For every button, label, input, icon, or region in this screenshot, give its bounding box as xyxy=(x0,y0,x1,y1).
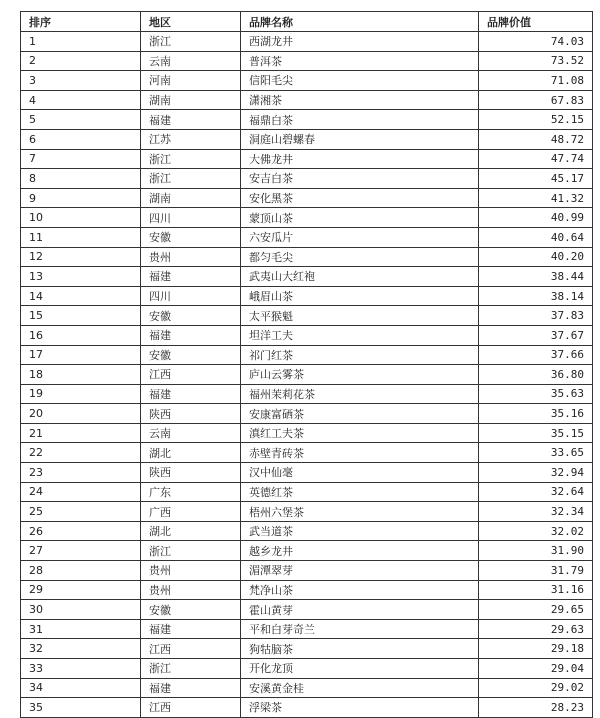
cell-rank: 7 xyxy=(21,149,141,169)
table-row xyxy=(21,659,593,679)
cell-region: 福建 xyxy=(141,110,241,130)
cell-brand-name: 越乡龙井 xyxy=(241,541,479,561)
table-row xyxy=(21,423,593,443)
cell-region: 浙江 xyxy=(141,149,241,169)
cell-brand-name: 浮梁茶 xyxy=(241,698,479,718)
cell-rank: 29 xyxy=(21,580,141,600)
table-row xyxy=(21,149,593,169)
cell-region: 贵州 xyxy=(141,580,241,600)
cell-brand-value: 32.34 xyxy=(479,502,593,522)
cell-rank: 13 xyxy=(21,267,141,287)
cell-rank: 28 xyxy=(21,561,141,581)
table-row xyxy=(21,188,593,208)
cell-brand-value: 32.02 xyxy=(479,521,593,541)
cell-region: 浙江 xyxy=(141,169,241,189)
cell-region: 云南 xyxy=(141,51,241,71)
table-row xyxy=(21,521,593,541)
cell-region: 福建 xyxy=(141,267,241,287)
cell-region: 陕西 xyxy=(141,463,241,483)
cell-brand-name: 平和白芽奇兰 xyxy=(241,619,479,639)
cell-rank: 34 xyxy=(21,678,141,698)
table-row xyxy=(21,32,593,52)
cell-rank: 27 xyxy=(21,541,141,561)
cell-rank: 10 xyxy=(21,208,141,228)
table-row xyxy=(21,365,593,385)
cell-brand-name: 太平猴魁 xyxy=(241,306,479,326)
table-row xyxy=(21,580,593,600)
cell-rank: 12 xyxy=(21,247,141,267)
header-brand-name: 品牌名称 xyxy=(241,12,479,32)
cell-rank: 21 xyxy=(21,423,141,443)
cell-brand-name: 安化黑茶 xyxy=(241,188,479,208)
cell-rank: 3 xyxy=(21,71,141,91)
cell-brand-value: 41.32 xyxy=(479,188,593,208)
cell-brand-name: 梵净山茶 xyxy=(241,580,479,600)
cell-brand-value: 47.74 xyxy=(479,149,593,169)
cell-brand-name: 武当道茶 xyxy=(241,521,479,541)
cell-brand-value: 35.16 xyxy=(479,404,593,424)
table-row xyxy=(21,51,593,71)
cell-rank: 17 xyxy=(21,345,141,365)
cell-rank: 5 xyxy=(21,110,141,130)
cell-rank: 32 xyxy=(21,639,141,659)
cell-brand-name: 潇湘茶 xyxy=(241,90,479,110)
table-row xyxy=(21,619,593,639)
cell-brand-name: 英德红茶 xyxy=(241,482,479,502)
header-region: 地区 xyxy=(141,12,241,32)
cell-rank: 22 xyxy=(21,443,141,463)
cell-brand-name: 大佛龙井 xyxy=(241,149,479,169)
cell-brand-name: 湄潭翠芽 xyxy=(241,561,479,581)
cell-brand-value: 52.15 xyxy=(479,110,593,130)
cell-brand-value: 40.64 xyxy=(479,227,593,247)
cell-region: 浙江 xyxy=(141,541,241,561)
table-row xyxy=(21,561,593,581)
cell-brand-value: 71.08 xyxy=(479,71,593,91)
cell-region: 福建 xyxy=(141,384,241,404)
cell-rank: 33 xyxy=(21,659,141,679)
cell-rank: 20 xyxy=(21,404,141,424)
header-brand-value: 品牌价值 xyxy=(479,12,593,32)
cell-brand-value: 40.99 xyxy=(479,208,593,228)
table-row xyxy=(21,443,593,463)
cell-brand-name: 安康富硒茶 xyxy=(241,404,479,424)
cell-rank: 14 xyxy=(21,286,141,306)
cell-region: 广西 xyxy=(141,502,241,522)
cell-region: 贵州 xyxy=(141,247,241,267)
table-row xyxy=(21,345,593,365)
cell-brand-value: 73.52 xyxy=(479,51,593,71)
table-row xyxy=(21,600,593,620)
cell-brand-value: 74.03 xyxy=(479,32,593,52)
cell-region: 安徽 xyxy=(141,345,241,365)
cell-rank: 1 xyxy=(21,32,141,52)
cell-brand-value: 38.44 xyxy=(479,267,593,287)
cell-rank: 19 xyxy=(21,384,141,404)
cell-rank: 25 xyxy=(21,502,141,522)
cell-brand-value: 35.63 xyxy=(479,384,593,404)
cell-brand-name: 赤壁青砖茶 xyxy=(241,443,479,463)
table-row xyxy=(21,463,593,483)
cell-brand-value: 29.18 xyxy=(479,639,593,659)
cell-brand-value: 37.83 xyxy=(479,306,593,326)
cell-region: 江西 xyxy=(141,639,241,659)
cell-rank: 6 xyxy=(21,129,141,149)
cell-region: 湖北 xyxy=(141,521,241,541)
table-row xyxy=(21,482,593,502)
table-row xyxy=(21,541,593,561)
cell-brand-name: 安吉白茶 xyxy=(241,169,479,189)
cell-region: 安徽 xyxy=(141,600,241,620)
cell-rank: 24 xyxy=(21,482,141,502)
cell-region: 安徽 xyxy=(141,306,241,326)
cell-brand-name: 福鼎白茶 xyxy=(241,110,479,130)
cell-brand-value: 28.23 xyxy=(479,698,593,718)
cell-brand-name: 庐山云雾茶 xyxy=(241,365,479,385)
cell-brand-value: 37.66 xyxy=(479,345,593,365)
table-row xyxy=(21,404,593,424)
table-row xyxy=(21,247,593,267)
cell-brand-name: 梧州六堡茶 xyxy=(241,502,479,522)
cell-region: 浙江 xyxy=(141,659,241,679)
cell-brand-value: 31.90 xyxy=(479,541,593,561)
cell-brand-name: 狗牯脑茶 xyxy=(241,639,479,659)
cell-brand-name: 福州茉莉花茶 xyxy=(241,384,479,404)
cell-brand-name: 祁门红茶 xyxy=(241,345,479,365)
cell-brand-name: 六安瓜片 xyxy=(241,227,479,247)
cell-brand-name: 普洱茶 xyxy=(241,51,479,71)
cell-brand-value: 37.67 xyxy=(479,325,593,345)
cell-region: 江西 xyxy=(141,365,241,385)
table-row xyxy=(21,71,593,91)
table-row xyxy=(21,129,593,149)
cell-brand-value: 31.79 xyxy=(479,561,593,581)
table-row xyxy=(21,384,593,404)
cell-brand-name: 蒙顶山茶 xyxy=(241,208,479,228)
table-row xyxy=(21,698,593,718)
cell-region: 福建 xyxy=(141,619,241,639)
cell-region: 广东 xyxy=(141,482,241,502)
cell-brand-name: 信阳毛尖 xyxy=(241,71,479,91)
cell-brand-name: 武夷山大红袍 xyxy=(241,267,479,287)
table-row xyxy=(21,110,593,130)
cell-region: 浙江 xyxy=(141,32,241,52)
cell-region: 安徽 xyxy=(141,227,241,247)
table-row xyxy=(21,267,593,287)
cell-brand-name: 坦洋工夫 xyxy=(241,325,479,345)
cell-brand-name: 开化龙顶 xyxy=(241,659,479,679)
cell-brand-value: 38.14 xyxy=(479,286,593,306)
cell-rank: 16 xyxy=(21,325,141,345)
cell-region: 江苏 xyxy=(141,129,241,149)
cell-brand-value: 35.15 xyxy=(479,423,593,443)
table-row xyxy=(21,678,593,698)
table-header-row xyxy=(21,12,593,32)
cell-brand-value: 29.02 xyxy=(479,678,593,698)
table-row xyxy=(21,286,593,306)
cell-region: 湖南 xyxy=(141,90,241,110)
cell-brand-name: 峨眉山茶 xyxy=(241,286,479,306)
cell-brand-value: 29.65 xyxy=(479,600,593,620)
cell-rank: 8 xyxy=(21,169,141,189)
table-row xyxy=(21,502,593,522)
cell-brand-value: 32.94 xyxy=(479,463,593,483)
cell-rank: 18 xyxy=(21,365,141,385)
table-row xyxy=(21,169,593,189)
cell-rank: 23 xyxy=(21,463,141,483)
table-row xyxy=(21,639,593,659)
cell-brand-value: 45.17 xyxy=(479,169,593,189)
cell-region: 陕西 xyxy=(141,404,241,424)
table-row xyxy=(21,208,593,228)
cell-region: 江西 xyxy=(141,698,241,718)
cell-rank: 4 xyxy=(21,90,141,110)
cell-rank: 9 xyxy=(21,188,141,208)
table-row xyxy=(21,227,593,247)
cell-rank: 26 xyxy=(21,521,141,541)
cell-region: 河南 xyxy=(141,71,241,91)
cell-rank: 30 xyxy=(21,600,141,620)
cell-brand-value: 67.83 xyxy=(479,90,593,110)
cell-region: 湖北 xyxy=(141,443,241,463)
cell-brand-value: 48.72 xyxy=(479,129,593,149)
cell-region: 贵州 xyxy=(141,561,241,581)
cell-brand-name: 霍山黄芽 xyxy=(241,600,479,620)
cell-brand-value: 36.80 xyxy=(479,365,593,385)
cell-brand-name: 汉中仙毫 xyxy=(241,463,479,483)
cell-brand-value: 29.63 xyxy=(479,619,593,639)
cell-brand-name: 都匀毛尖 xyxy=(241,247,479,267)
cell-region: 湖南 xyxy=(141,188,241,208)
cell-brand-name: 滇红工夫茶 xyxy=(241,423,479,443)
cell-brand-name: 安溪黄金桂 xyxy=(241,678,479,698)
cell-rank: 2 xyxy=(21,51,141,71)
cell-region: 云南 xyxy=(141,423,241,443)
cell-brand-value: 29.04 xyxy=(479,659,593,679)
cell-brand-name: 洞庭山碧螺春 xyxy=(241,129,479,149)
cell-region: 福建 xyxy=(141,325,241,345)
cell-rank: 15 xyxy=(21,306,141,326)
table-row xyxy=(21,306,593,326)
table-row xyxy=(21,90,593,110)
tea-brand-value-table xyxy=(20,11,593,718)
header-rank: 排序 xyxy=(21,12,141,32)
cell-brand-value: 40.20 xyxy=(479,247,593,267)
cell-region: 四川 xyxy=(141,286,241,306)
cell-rank: 31 xyxy=(21,619,141,639)
cell-brand-name: 西湖龙井 xyxy=(241,32,479,52)
cell-brand-value: 32.64 xyxy=(479,482,593,502)
cell-region: 四川 xyxy=(141,208,241,228)
cell-rank: 35 xyxy=(21,698,141,718)
cell-brand-value: 33.65 xyxy=(479,443,593,463)
cell-region: 福建 xyxy=(141,678,241,698)
table-row xyxy=(21,325,593,345)
cell-brand-value: 31.16 xyxy=(479,580,593,600)
cell-rank: 11 xyxy=(21,227,141,247)
